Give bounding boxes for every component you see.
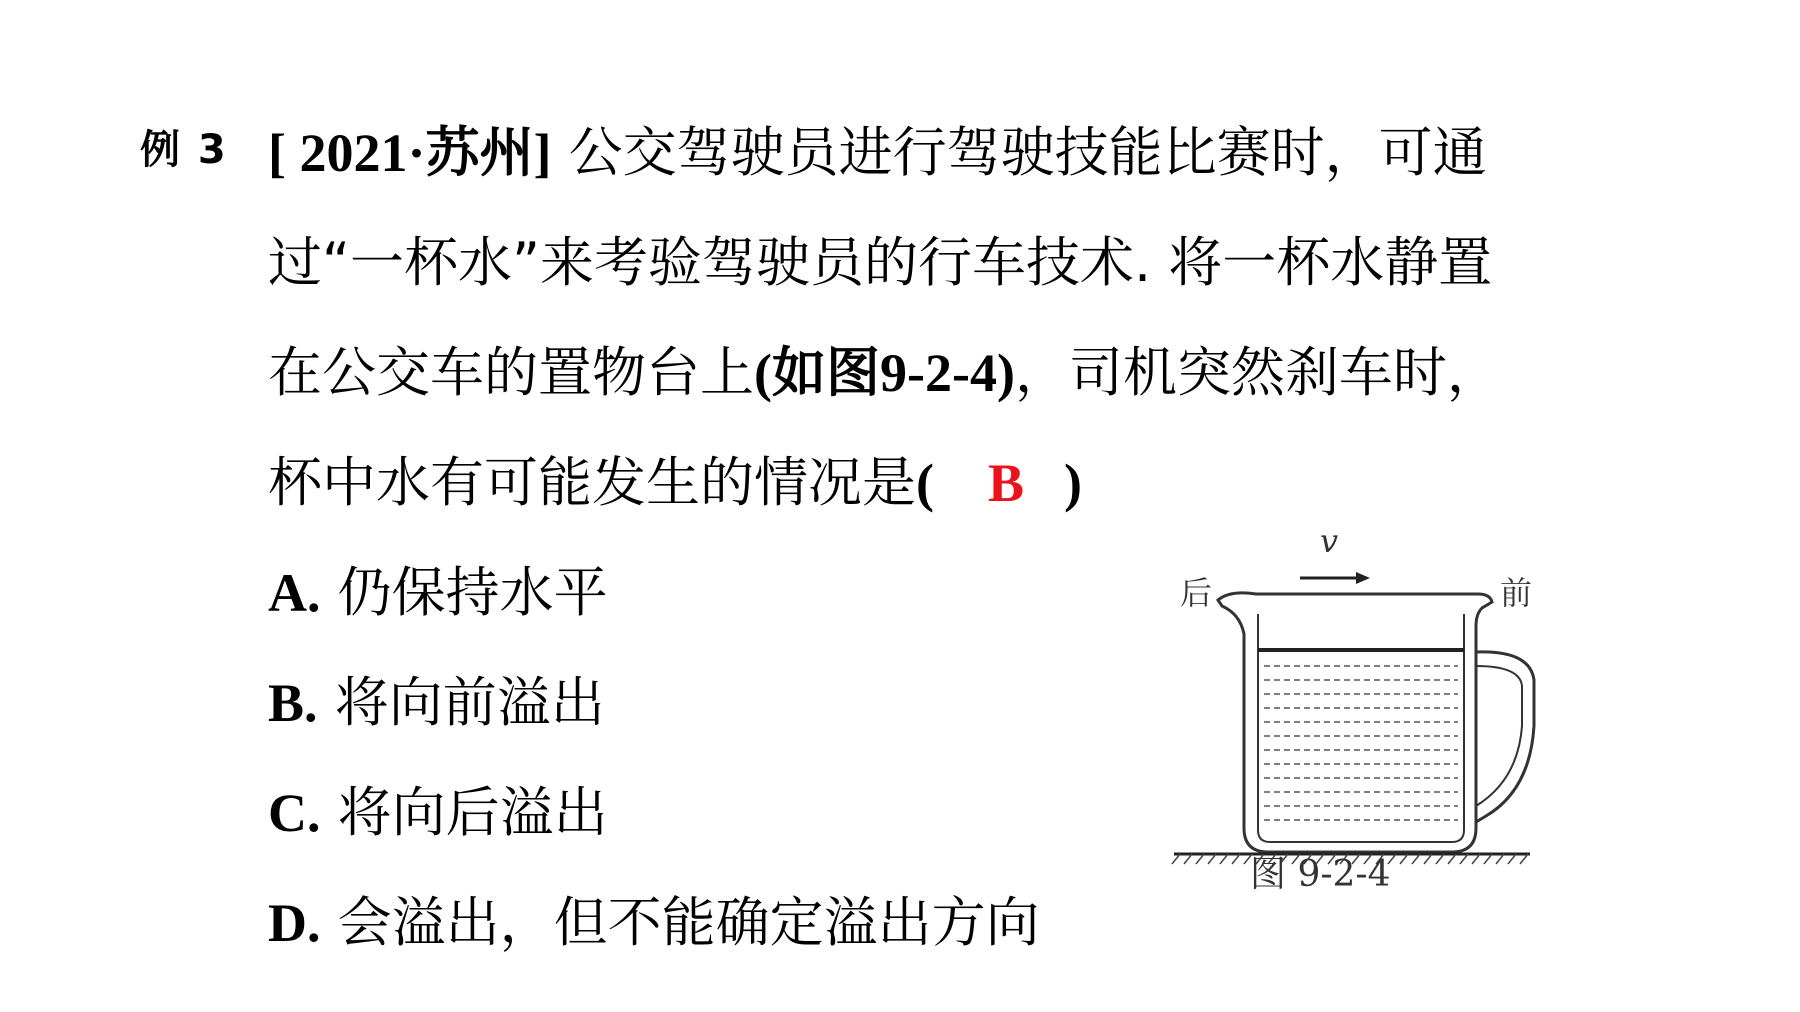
answer-value: B bbox=[987, 453, 1025, 513]
question-line-2: 过“一杯水”来考验驾驶员的行车技术. 将一杯水静置 bbox=[268, 231, 1493, 294]
option-letter: C. bbox=[268, 783, 321, 843]
question-line-3 bbox=[268, 341, 1501, 404]
question-label: 例 3 bbox=[140, 127, 228, 173]
beaker-handle-inner bbox=[1476, 666, 1522, 806]
question-source: [ 2021·苏州] bbox=[268, 123, 552, 183]
option-c bbox=[268, 781, 608, 844]
answer-close-paren: ) bbox=[1064, 453, 1082, 513]
option-text: 将向前溢出 bbox=[317, 671, 605, 734]
figure-reference: (如图9-2-4) bbox=[754, 343, 1015, 403]
question-line-1-text: 公交驾驶员进行驾驶技能比赛时，可通 bbox=[551, 121, 1487, 184]
option-letter: A. bbox=[268, 563, 321, 623]
option-b bbox=[268, 671, 605, 734]
answer-open-paren: ( bbox=[916, 453, 934, 513]
velocity-arrowhead bbox=[1356, 572, 1370, 584]
beaker-handle bbox=[1476, 652, 1534, 822]
question-line-1 bbox=[268, 121, 1487, 184]
back-label: 后 bbox=[1180, 574, 1213, 612]
option-d bbox=[268, 891, 1040, 954]
option-a bbox=[268, 561, 608, 624]
option-text: 会溢出，但不能确定溢出方向 bbox=[320, 891, 1040, 954]
option-text: 将向后溢出 bbox=[320, 781, 608, 844]
option-text: 仍保持水平 bbox=[320, 561, 608, 624]
water-body bbox=[1264, 666, 1458, 820]
figure-caption: 图 9-2-4 bbox=[1250, 854, 1391, 895]
question-line-4 bbox=[268, 451, 1082, 514]
front-label: 前 bbox=[1500, 574, 1533, 612]
question-line-3-b: ，司机突然刹车时， bbox=[1014, 341, 1501, 404]
question-line-4-a: 杯中水有可能发生的情况是 bbox=[268, 451, 916, 514]
question-line-3-a: 在公交车的置物台上 bbox=[268, 341, 754, 404]
option-letter: B. bbox=[268, 673, 318, 733]
option-letter: D. bbox=[268, 893, 321, 953]
velocity-label: v bbox=[1320, 530, 1339, 560]
